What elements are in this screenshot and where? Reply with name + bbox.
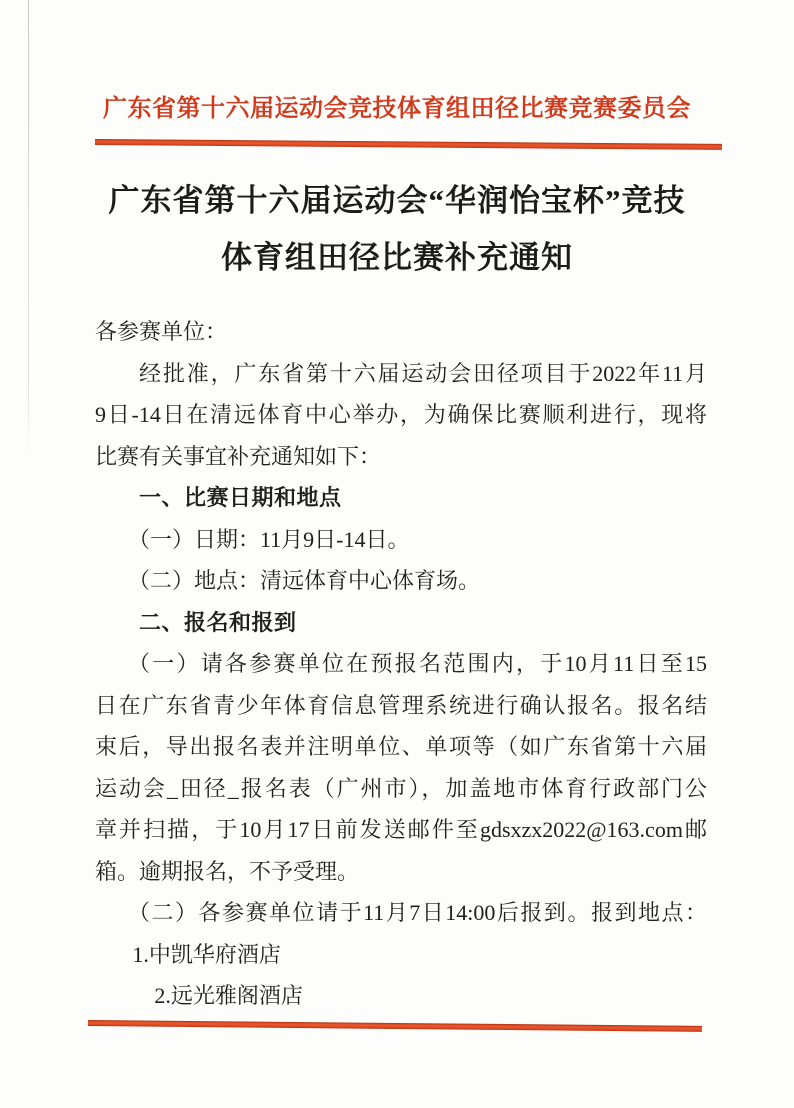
section-heading-2: 二、报名和报到 [139,609,297,635]
section-heading-1: 一、比赛日期和地点 [139,485,342,510]
body-line: 束后，导出报名表并注明单位、单项等（如广东省第十六届 [95,734,707,759]
body-line: （一）请各参赛单位在预报名范围内，于10月11日至15 [128,651,707,676]
hotel-list-item-2: 2.远光雅阁酒店 [154,983,303,1008]
body-line: 箱。逾期报名，不予受理。 [95,858,360,884]
body-line: 章并扫描，于10月17日前发送邮件至gdsxzx2022@163.com邮 [95,817,707,842]
salutation: 各参赛单位： [95,319,228,344]
hotel-list-item-1: 1.中凯华府酒店 [132,941,281,967]
letterhead-rule [95,139,722,150]
committee-letterhead: 广东省第十六届运动会竞技体育组田径比赛竞赛委员会 [103,95,691,122]
document-title [0,172,794,286]
body-line: 运动会_田径_报名表（广州市），加盖地市体育行政部门公 [95,775,707,801]
body-line: 日在广东省青少年体育信息管理系统进行确认报名。报名结 [95,692,707,718]
body-line: （二）各参赛单位请于11月7日14:00后报到。报到地点： [128,900,707,925]
body-line: 9日-14日在清远体育中心举办，为确保比赛顺利进行，现将 [95,402,707,427]
document-body [95,311,707,1017]
body-line: 比赛有关事宜补充通知如下： [95,443,382,469]
body-line: （一）日期：11月9日-14日。 [128,526,410,552]
document-title-line1: 广东省第十六届运动会“华润怡宝杯”竞技 [108,183,686,218]
body-line: 经批准，广东省第十六届运动会田径项目于2022年11月 [139,360,707,386]
footer-rule [88,1020,702,1032]
document-title-line2: 体育组田径比赛补充通知 [221,240,573,275]
body-line: （二）地点：清远体育中心体育场。 [128,568,481,593]
